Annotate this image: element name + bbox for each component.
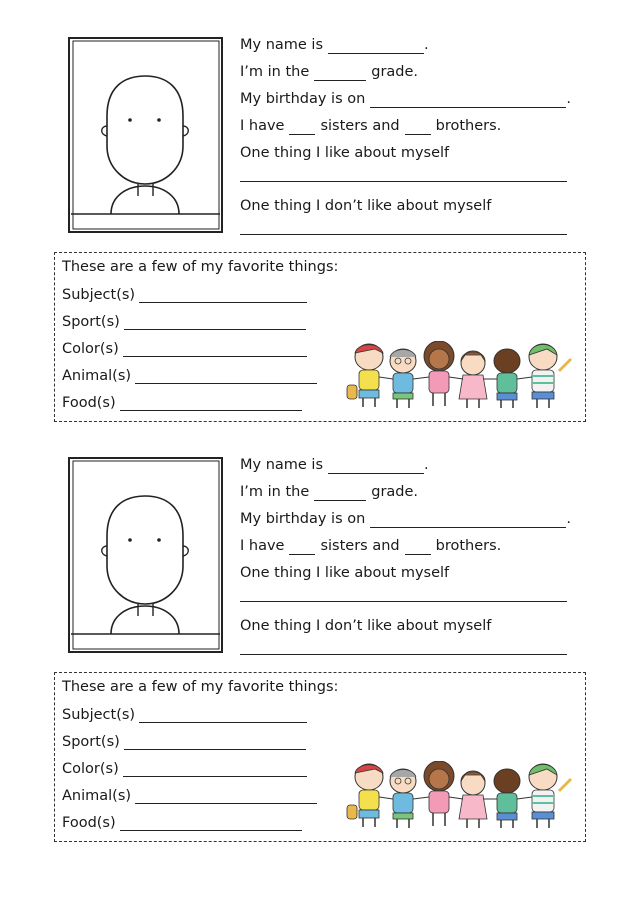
favorite-sport-row — [62, 314, 311, 330]
brothers-blank[interactable] — [405, 119, 431, 135]
about-me-lines — [240, 32, 580, 235]
siblings-label: I have — [240, 118, 285, 134]
favorite-food-label: Food(s) — [62, 815, 116, 831]
birthday-suffix: . — [566, 91, 571, 107]
favorite-sport-row — [62, 734, 311, 750]
name-label: My name is — [240, 457, 324, 473]
birthday-line — [240, 506, 580, 533]
dislike-label: One thing I don’t like about myself — [240, 198, 492, 214]
siblings-middle: sisters and — [320, 538, 400, 554]
birthday-suffix: . — [566, 511, 571, 527]
siblings-middle: sisters and — [320, 118, 400, 134]
siblings-line — [240, 113, 580, 140]
like-blank[interactable] — [240, 587, 567, 602]
siblings-line — [240, 533, 580, 560]
favorite-color-label: Color(s) — [62, 341, 119, 357]
favorite-color-blank[interactable] — [123, 341, 307, 357]
grade-line — [240, 59, 580, 86]
grade-suffix: grade. — [371, 64, 419, 80]
favorite-animal-label: Animal(s) — [62, 368, 132, 384]
favorite-sport-blank[interactable] — [124, 734, 306, 750]
profile-section-1 — [0, 0, 638, 411]
favorites-box — [54, 672, 586, 842]
portrait-frame — [67, 456, 224, 654]
favorite-subject-row — [62, 287, 312, 303]
name-blank[interactable] — [328, 458, 424, 474]
favorite-food-blank[interactable] — [120, 815, 302, 831]
siblings-suffix: brothers. — [435, 118, 502, 134]
like-label: One thing I like about myself — [240, 145, 450, 161]
favorite-animal-row — [62, 368, 322, 384]
grade-blank[interactable] — [314, 65, 366, 81]
favorite-food-blank[interactable] — [120, 395, 302, 411]
about-me-lines — [240, 452, 580, 655]
name-suffix: . — [424, 37, 429, 53]
favorite-subject-blank[interactable] — [139, 287, 307, 303]
like-blank[interactable] — [240, 167, 567, 182]
dislike-blank[interactable] — [240, 640, 567, 655]
birthday-line — [240, 86, 580, 113]
grade-suffix: grade. — [371, 484, 419, 500]
grade-label: I’m in the — [240, 484, 310, 500]
name-line — [240, 32, 580, 59]
favorites-title: These are a few of my favorite things: — [62, 679, 339, 695]
name-suffix: . — [424, 457, 429, 473]
favorites-title: These are a few of my favorite things: — [62, 259, 339, 275]
favorite-sport-blank[interactable] — [124, 314, 306, 330]
birthday-blank[interactable] — [370, 512, 566, 528]
favorite-subject-label: Subject(s) — [62, 287, 136, 303]
favorite-food-label: Food(s) — [62, 395, 116, 411]
favorite-color-blank[interactable] — [123, 761, 307, 777]
favorite-animal-blank[interactable] — [135, 788, 317, 804]
portrait-frame — [67, 36, 224, 234]
favorite-food-row — [62, 815, 307, 831]
favorite-animal-blank[interactable] — [135, 368, 317, 384]
birthday-label: My birthday is on — [240, 511, 366, 527]
dislike-label: One thing I don’t like about myself — [240, 618, 492, 634]
kids-holding-hands-icon — [345, 761, 581, 833]
favorite-color-row — [62, 341, 312, 357]
favorite-color-label: Color(s) — [62, 761, 119, 777]
name-blank[interactable] — [328, 38, 424, 54]
brothers-blank[interactable] — [405, 539, 431, 555]
kids-holding-hands-icon — [345, 341, 581, 413]
favorite-sport-label: Sport(s) — [62, 734, 120, 750]
favorite-food-row — [62, 395, 307, 411]
dislike-line — [240, 193, 580, 220]
favorite-subject-row — [62, 707, 312, 723]
portrait-drawing-icon — [67, 456, 224, 654]
grade-label: I’m in the — [240, 64, 310, 80]
dislike-blank[interactable] — [240, 220, 567, 235]
birthday-label: My birthday is on — [240, 91, 366, 107]
siblings-suffix: brothers. — [435, 538, 502, 554]
favorite-subject-label: Subject(s) — [62, 707, 136, 723]
favorite-color-row — [62, 761, 312, 777]
grade-blank[interactable] — [314, 485, 366, 501]
grade-line — [240, 479, 580, 506]
name-line — [240, 452, 580, 479]
favorite-subject-blank[interactable] — [139, 707, 307, 723]
like-line — [240, 560, 580, 587]
portrait-drawing-icon — [67, 36, 224, 234]
sisters-blank[interactable] — [289, 539, 315, 555]
favorites-box — [54, 252, 586, 422]
name-label: My name is — [240, 37, 324, 53]
like-line — [240, 140, 580, 167]
like-label: One thing I like about myself — [240, 565, 450, 581]
favorite-animal-row — [62, 788, 322, 804]
favorite-animal-label: Animal(s) — [62, 788, 132, 804]
siblings-label: I have — [240, 538, 285, 554]
favorite-sport-label: Sport(s) — [62, 314, 120, 330]
dislike-line — [240, 613, 580, 640]
sisters-blank[interactable] — [289, 119, 315, 135]
birthday-blank[interactable] — [370, 92, 566, 108]
profile-section-2 — [0, 420, 638, 831]
